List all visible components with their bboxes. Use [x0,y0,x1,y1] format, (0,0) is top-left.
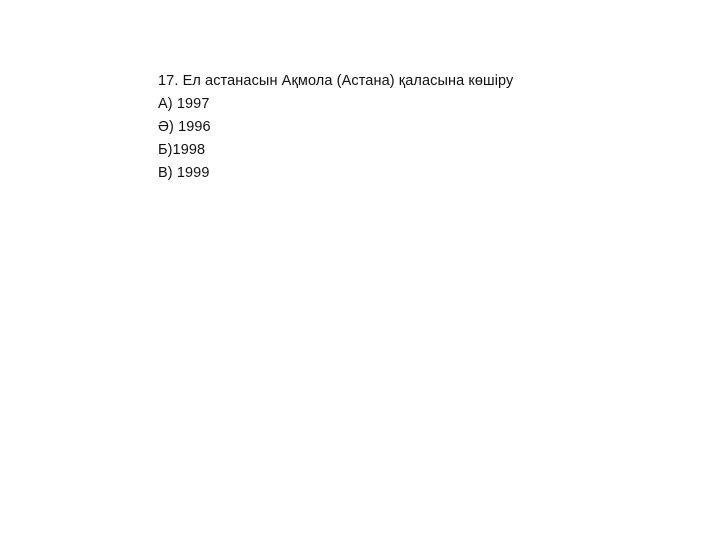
option-a: А) 1997 [158,96,210,112]
option-v: В) 1999 [158,165,210,181]
question-text: 17. Ел астанасын Ақмола (Астана) қаласына көшіру [158,73,514,89]
option-ae: Ә) 1996 [158,119,211,135]
question-block [158,70,678,185]
option-b: Б)1998 [158,142,206,158]
